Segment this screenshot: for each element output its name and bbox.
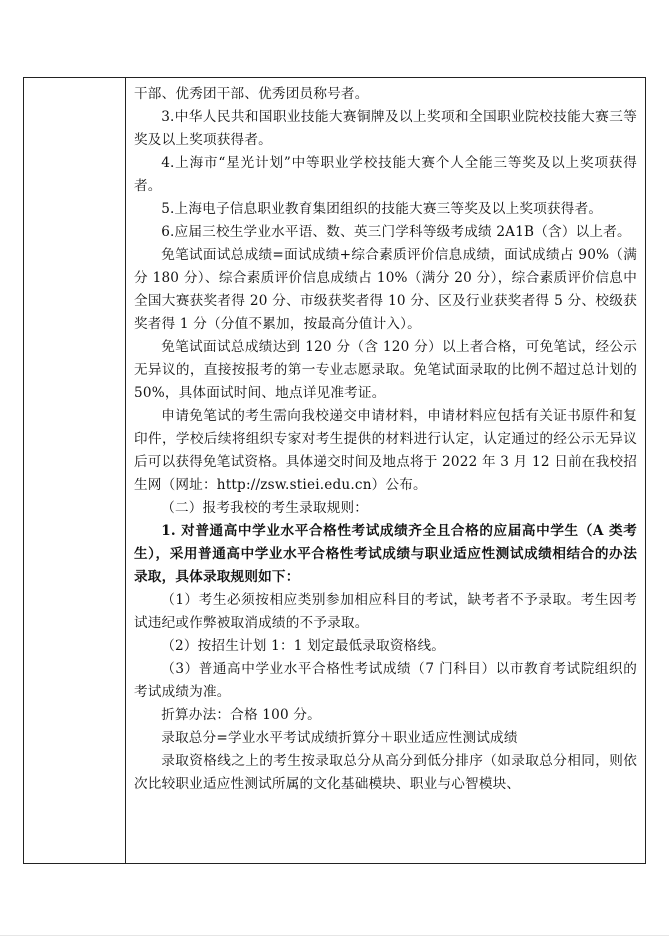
paragraph-15: 录取总分=学业水平考试成绩折算分＋职业适应性测试成绩 xyxy=(161,730,518,746)
paragraph-3: 4.上海市“星光计划”中等职业学校技能大赛个人全能三等奖及以上奖项获得者。 xyxy=(134,155,637,194)
paragraph-5: 6.应届三校生学业水平语、数、英三门学科等级考成绩 2A1B（含）以上者。 xyxy=(161,224,631,240)
section-heading: （二）报考我校的考生录取规则： xyxy=(161,500,369,516)
paragraph-12: （2）按招生计划 1：1 划定最低录取资格线。 xyxy=(161,638,446,654)
paragraph-7: 免笔试面试总成绩达到 120 分（含 120 分）以上者合格，可免笔试，经公示无异议的，直接按报考的第一专业志愿录取。免笔试面录取的比例不超过总计划的 50%，具体面试时间、地点详见准考证。 xyxy=(134,339,637,401)
paragraph-6: 免笔试面试总成绩=面试成绩+综合素质评价信息成绩，面试成绩占 90%（满分 180 分）、综合素质评价信息成绩占 10%（满分 20 分），综合素质评价信息中全国大赛获奖者得 20 分、市级获奖者得 10 分、区及行业获奖者得 5 分、校级获奖者得 1 分（分值不累加，按最高分值计入）。 xyxy=(134,247,637,332)
paragraph-11: （1）考生必须按相应类别参加相应科目的考试，缺考者不予录取。考生因考试违纪或作弊被取消成绩的不予录取。 xyxy=(134,592,637,631)
table-content-cell xyxy=(126,78,645,863)
paragraph-16: 录取资格线之上的考生按录取总分从高分到低分排序（如录取总分相同，则依次比较职业适应性测试所属的文化基础模块、职业与心智模块、 xyxy=(134,753,637,792)
paragraph-1: 干部、优秀团干部、优秀团员称号者。 xyxy=(134,86,369,102)
form-table xyxy=(23,77,646,864)
table-label-cell xyxy=(24,78,126,863)
paragraph-2: 3.中华人民共和国职业技能大赛铜牌及以上奖项和全国职业院校技能大赛三等奖及以上奖项获得者。 xyxy=(134,109,637,148)
paragraph-4: 5.上海电子信息职业教育集团组织的技能大赛三等奖及以上奖项获得者。 xyxy=(161,201,603,217)
paragraph-rule-1: 1. 对普通高中学业水平合格性考试成绩齐全且合格的应届高中学生（A 类考生），采用普通高中学业水平合格性考试成绩与职业适应性测试成绩相结合的办法录取，具体录取规则如下： xyxy=(134,523,637,585)
paragraph-14: 折算办法：合格 100 分。 xyxy=(161,707,321,723)
page-bottom-divider xyxy=(0,935,669,936)
paragraph-13: （3）普通高中学业水平合格性考试成绩（7 门科目）以市教育考试院组织的考试成绩为准。 xyxy=(134,661,637,700)
paragraph-8: 申请免笔试的考生需向我校递交申请材料，申请材料应包括有关证书原件和复印件，学校后续将组织专家对考生提供的材料进行认定，认定通过的经公示无异议后可以获得免笔试资格。具体递交时间及地点将于 2022 年 3 月 12 日前在我校招生网（网址：http://zsw.stiei.edu.cn）公布。 xyxy=(134,408,637,493)
